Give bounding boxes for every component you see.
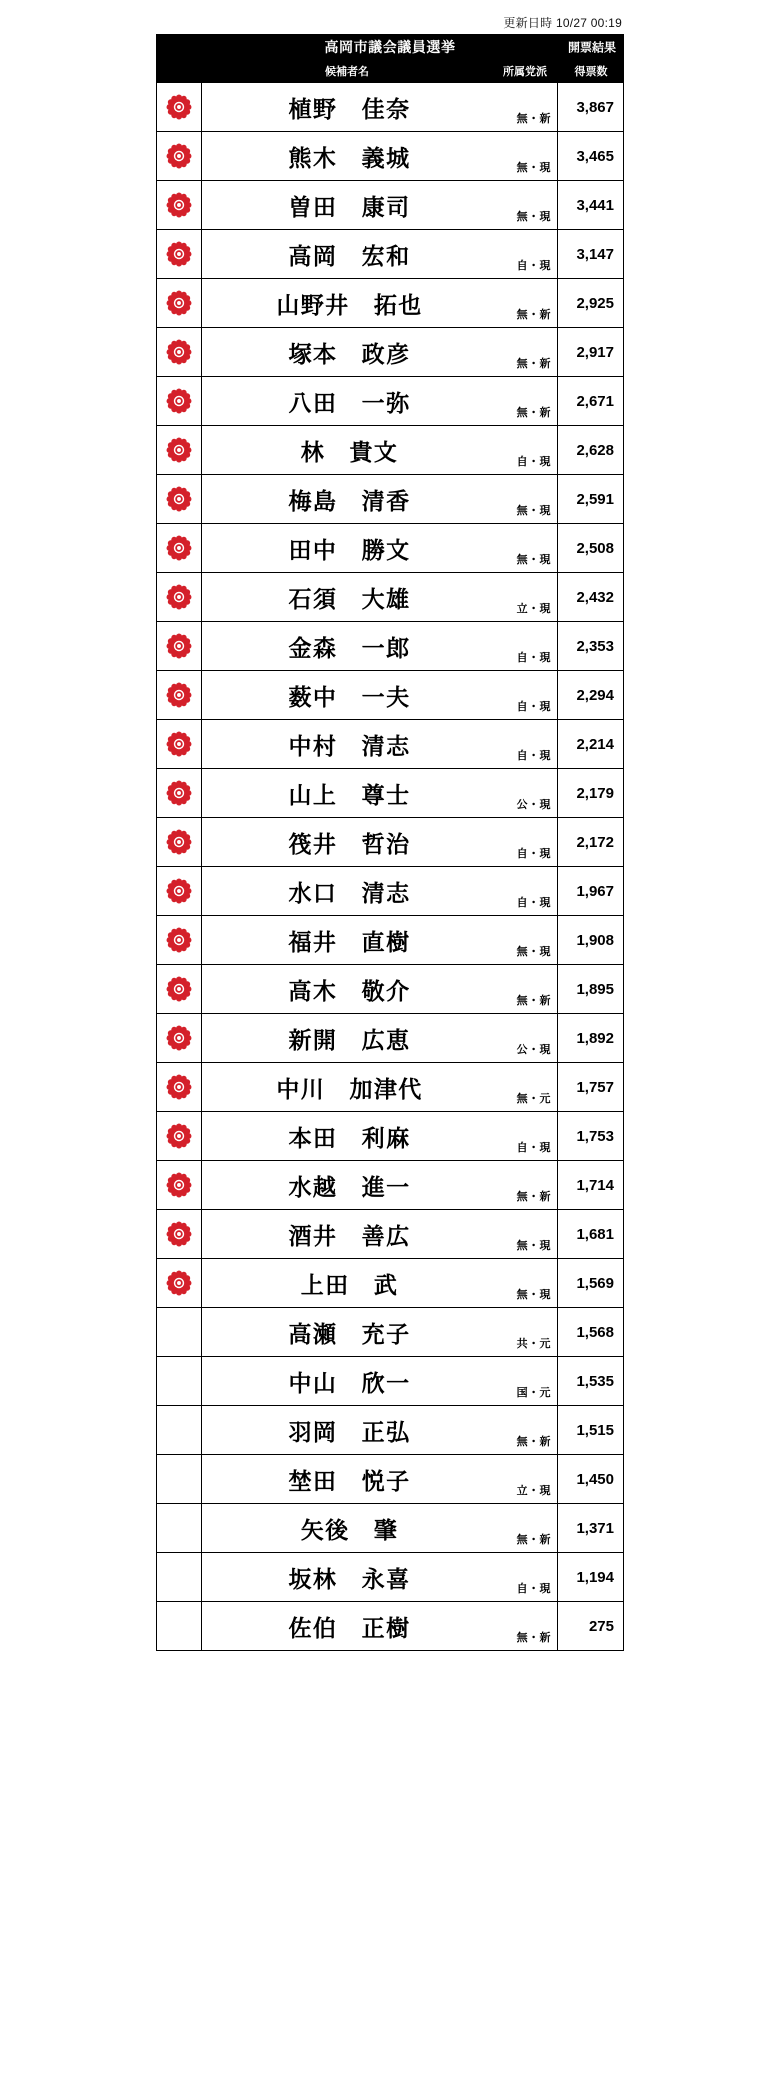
table-row: [156, 1455, 624, 1504]
candidate-name-cell: [202, 1063, 558, 1111]
candidate-name: 筏井 哲治: [288, 830, 411, 857]
candidate-votes: 2,671: [558, 377, 624, 425]
candidate-votes: 2,508: [558, 524, 624, 572]
candidate-votes: 1,450: [558, 1455, 624, 1503]
candidate-name: 山上 尊士: [288, 781, 411, 808]
candidate-party: 無・現: [516, 1289, 551, 1302]
candidate-name-cell: [202, 377, 558, 425]
rosette-icon: [166, 927, 192, 953]
candidate-votes: 2,353: [558, 622, 624, 670]
candidate-name-cell: [202, 720, 558, 768]
title-bar: [156, 34, 624, 60]
candidate-votes: 2,179: [558, 769, 624, 817]
table-row: [156, 965, 624, 1014]
rosette-icon: [166, 633, 192, 659]
rosette-icon: [166, 682, 192, 708]
candidate-name-cell: [202, 279, 558, 327]
candidate-name-cell: [202, 1504, 558, 1552]
candidate-name: 福井 直樹: [288, 928, 411, 955]
candidate-party: 公・現: [516, 799, 551, 812]
candidate-votes: 3,441: [558, 181, 624, 229]
table-row: [156, 279, 624, 328]
candidate-votes: 275: [558, 1602, 624, 1650]
table-row: [156, 475, 624, 524]
rosette-icon: [166, 192, 192, 218]
candidate-votes: 3,147: [558, 230, 624, 278]
elected-mark-cell: [156, 475, 202, 523]
table-row: [156, 1112, 624, 1161]
rosette-icon: [166, 1221, 192, 1247]
candidate-party: 無・現: [516, 946, 551, 959]
table-row: [156, 1308, 624, 1357]
table-row: [156, 769, 624, 818]
elected-mark-cell: [156, 181, 202, 229]
candidate-party: 公・現: [516, 1044, 551, 1057]
candidate-votes: 1,714: [558, 1161, 624, 1209]
candidate-name-cell: [202, 1553, 558, 1601]
table-row: [156, 1357, 624, 1406]
table-row: [156, 1259, 624, 1308]
candidate-name-cell: [202, 867, 558, 915]
elected-mark-cell: [156, 1504, 202, 1552]
candidate-name: 中山 欣一: [288, 1369, 411, 1396]
candidate-name-cell: [202, 475, 558, 523]
table-row: [156, 573, 624, 622]
candidate-party: 無・新: [516, 1436, 551, 1449]
candidate-votes: 2,591: [558, 475, 624, 523]
elected-mark-cell: [156, 965, 202, 1013]
candidate-name-cell: [202, 1210, 558, 1258]
candidate-party: 無・現: [516, 505, 551, 518]
rosette-icon: [166, 437, 192, 463]
table-row: [156, 1553, 624, 1602]
rosette-icon: [166, 780, 192, 806]
elected-mark-cell: [156, 83, 202, 131]
table-row: [156, 818, 624, 867]
candidate-name: 羽岡 正弘: [288, 1418, 411, 1445]
candidate-name: 上田 武: [300, 1271, 399, 1298]
elected-mark-cell: [156, 1161, 202, 1209]
table-row: [156, 328, 624, 377]
elected-mark-cell: [156, 769, 202, 817]
elected-mark-cell: [156, 1112, 202, 1160]
candidate-votes: 2,214: [558, 720, 624, 768]
table-row: [156, 916, 624, 965]
elected-mark-cell: [156, 1014, 202, 1062]
candidate-name: 佐伯 正樹: [288, 1614, 411, 1641]
candidate-votes: 3,465: [558, 132, 624, 180]
table-row: [156, 622, 624, 671]
elected-mark-cell: [156, 132, 202, 180]
rosette-icon: [166, 829, 192, 855]
candidate-name: 林 貴文: [300, 438, 399, 465]
rosette-icon: [166, 976, 192, 1002]
candidate-votes: 1,194: [558, 1553, 624, 1601]
table-row: [156, 377, 624, 426]
candidate-name: 植野 佳奈: [288, 95, 411, 122]
table-row: [156, 1014, 624, 1063]
candidate-name-cell: [202, 573, 558, 621]
candidate-name-cell: [202, 1014, 558, 1062]
candidate-votes: 1,908: [558, 916, 624, 964]
rosette-icon: [166, 241, 192, 267]
candidate-votes: 2,925: [558, 279, 624, 327]
candidate-votes: 1,569: [558, 1259, 624, 1307]
candidate-name: 酒井 善広: [288, 1222, 411, 1249]
candidate-party: 自・現: [516, 1142, 551, 1155]
status-badge: 開票結果: [567, 40, 616, 55]
candidate-name-cell: [202, 1161, 558, 1209]
rosette-icon: [166, 1074, 192, 1100]
candidate-name-cell: [202, 181, 558, 229]
candidate-party: 無・現: [516, 211, 551, 224]
candidate-name: 高木 敬介: [288, 977, 411, 1004]
candidate-party: 無・新: [516, 407, 551, 420]
candidate-name-cell: [202, 1112, 558, 1160]
table-row: [156, 426, 624, 475]
candidate-party: 自・現: [516, 652, 551, 665]
candidate-name-cell: [202, 769, 558, 817]
candidate-party: 自・現: [516, 1583, 551, 1596]
elected-mark-cell: [156, 916, 202, 964]
column-header-party: 所属党派: [503, 66, 547, 79]
candidate-party: 自・現: [516, 897, 551, 910]
column-header-mark: [156, 60, 202, 82]
candidate-party: 無・現: [516, 1240, 551, 1253]
elected-mark-cell: [156, 1259, 202, 1307]
candidate-party: 立・現: [516, 603, 551, 616]
rosette-icon: [166, 388, 192, 414]
page-title: 高岡市議会議員選挙: [324, 39, 456, 56]
table-row: [156, 524, 624, 573]
rosette-icon: [166, 1270, 192, 1296]
candidate-votes: 1,681: [558, 1210, 624, 1258]
candidate-name: 八田 一弥: [288, 389, 411, 416]
candidate-name-cell: [202, 1406, 558, 1454]
rosette-icon: [166, 878, 192, 904]
table-header-row: [156, 60, 624, 82]
candidate-name-cell: [202, 1357, 558, 1405]
table-row: [156, 132, 624, 181]
results-table-body: [156, 82, 624, 1651]
candidate-name: 中村 清志: [288, 732, 411, 759]
candidate-name-cell: [202, 230, 558, 278]
candidate-name: 水口 清志: [288, 879, 411, 906]
elected-mark-cell: [156, 426, 202, 474]
elected-mark-cell: [156, 1210, 202, 1258]
candidate-votes: 2,917: [558, 328, 624, 376]
rosette-icon: [166, 143, 192, 169]
candidate-party: 自・現: [516, 701, 551, 714]
candidate-name-cell: [202, 1455, 558, 1503]
candidate-name-cell: [202, 83, 558, 131]
rosette-icon: [166, 535, 192, 561]
candidate-name-cell: [202, 622, 558, 670]
table-row: [156, 671, 624, 720]
candidate-name: 新開 広恵: [288, 1026, 411, 1053]
candidate-votes: 2,294: [558, 671, 624, 719]
table-row: [156, 230, 624, 279]
candidate-party: 立・現: [516, 1485, 551, 1498]
table-row: [156, 1161, 624, 1210]
candidate-name: 水越 進一: [288, 1173, 411, 1200]
candidate-votes: 1,568: [558, 1308, 624, 1356]
candidate-name-cell: [202, 328, 558, 376]
candidate-name: 曽田 康司: [288, 193, 411, 220]
candidate-name: 塚本 政彦: [288, 340, 411, 367]
candidate-name: 梅島 清香: [288, 487, 411, 514]
candidate-party: 自・現: [516, 260, 551, 273]
candidate-party: 無・現: [516, 162, 551, 175]
elected-mark-cell: [156, 279, 202, 327]
column-header-name: 候補者名: [325, 66, 369, 79]
candidate-name-cell: [202, 916, 558, 964]
table-row: [156, 181, 624, 230]
elected-mark-cell: [156, 1357, 202, 1405]
results-sheet: [156, 0, 624, 1651]
candidate-votes: 1,371: [558, 1504, 624, 1552]
candidate-name: 矢後 肇: [300, 1516, 399, 1543]
candidate-name-cell: [202, 818, 558, 866]
candidate-name-cell: [202, 1259, 558, 1307]
candidate-party: 無・新: [516, 995, 551, 1008]
candidate-votes: 3,867: [558, 83, 624, 131]
elected-mark-cell: [156, 720, 202, 768]
table-row: [156, 83, 624, 132]
candidate-votes: 1,967: [558, 867, 624, 915]
candidate-party: 無・新: [516, 309, 551, 322]
candidate-party: 無・元: [516, 1093, 551, 1106]
table-row: [156, 1602, 624, 1651]
candidate-party: 無・新: [516, 1191, 551, 1204]
candidate-name-cell: [202, 671, 558, 719]
candidate-name: 山野井 拓也: [276, 291, 423, 318]
candidate-name: 石須 大雄: [288, 585, 411, 612]
elected-mark-cell: [156, 1063, 202, 1111]
table-row: [156, 1406, 624, 1455]
candidate-name-cell: [202, 965, 558, 1013]
table-row: [156, 1063, 624, 1112]
rosette-icon: [166, 731, 192, 757]
candidate-name: 本田 利麻: [288, 1124, 411, 1151]
elected-mark-cell: [156, 573, 202, 621]
rosette-icon: [166, 94, 192, 120]
elected-mark-cell: [156, 1406, 202, 1454]
candidate-votes: 2,628: [558, 426, 624, 474]
candidate-votes: 2,432: [558, 573, 624, 621]
candidate-votes: 2,172: [558, 818, 624, 866]
candidate-name: 高瀬 充子: [288, 1320, 411, 1347]
rosette-icon: [166, 584, 192, 610]
candidate-party: 無・新: [516, 1534, 551, 1547]
candidate-party: 共・元: [516, 1338, 551, 1351]
rosette-icon: [166, 486, 192, 512]
elected-mark-cell: [156, 622, 202, 670]
candidate-name: 薮中 一夫: [288, 683, 411, 710]
rosette-icon: [166, 339, 192, 365]
column-header-votes: 得票数: [574, 66, 608, 79]
candidate-party: 無・新: [516, 113, 551, 126]
candidate-name: 高岡 宏和: [288, 242, 411, 269]
rosette-icon: [166, 1172, 192, 1198]
candidate-votes: 1,895: [558, 965, 624, 1013]
candidate-party: 自・現: [516, 848, 551, 861]
table-row: [156, 720, 624, 769]
candidate-party: 国・元: [516, 1387, 551, 1400]
candidate-name: 熊木 義城: [288, 144, 411, 171]
elected-mark-cell: [156, 1308, 202, 1356]
elected-mark-cell: [156, 328, 202, 376]
candidate-name: 坂林 永喜: [288, 1565, 411, 1592]
elected-mark-cell: [156, 867, 202, 915]
elected-mark-cell: [156, 671, 202, 719]
table-row: [156, 1504, 624, 1553]
candidate-name: 埜田 悦子: [288, 1467, 411, 1494]
candidate-party: 自・現: [516, 750, 551, 763]
candidate-name-cell: [202, 132, 558, 180]
updated-timestamp: 更新日時 10/27 00:19: [503, 16, 622, 30]
candidate-votes: 1,753: [558, 1112, 624, 1160]
table-row: [156, 867, 624, 916]
table-row: [156, 1210, 624, 1259]
candidate-name: 田中 勝文: [288, 536, 411, 563]
elected-mark-cell: [156, 1455, 202, 1503]
candidate-votes: 1,535: [558, 1357, 624, 1405]
candidate-name: 中川 加津代: [276, 1075, 423, 1102]
elected-mark-cell: [156, 377, 202, 425]
candidate-votes: 1,757: [558, 1063, 624, 1111]
rosette-icon: [166, 1025, 192, 1051]
candidate-votes: 1,892: [558, 1014, 624, 1062]
candidate-name-cell: [202, 426, 558, 474]
candidate-name-cell: [202, 524, 558, 572]
candidate-name-cell: [202, 1602, 558, 1650]
rosette-icon: [166, 1123, 192, 1149]
elected-mark-cell: [156, 1602, 202, 1650]
candidate-party: 自・現: [516, 456, 551, 469]
elected-mark-cell: [156, 524, 202, 572]
candidate-party: 無・現: [516, 554, 551, 567]
candidate-votes: 1,515: [558, 1406, 624, 1454]
elected-mark-cell: [156, 230, 202, 278]
candidate-party: 無・新: [516, 1632, 551, 1645]
rosette-icon: [166, 290, 192, 316]
candidate-name-cell: [202, 1308, 558, 1356]
elected-mark-cell: [156, 1553, 202, 1601]
candidate-party: 無・新: [516, 358, 551, 371]
elected-mark-cell: [156, 818, 202, 866]
candidate-name: 金森 一郎: [288, 634, 411, 661]
